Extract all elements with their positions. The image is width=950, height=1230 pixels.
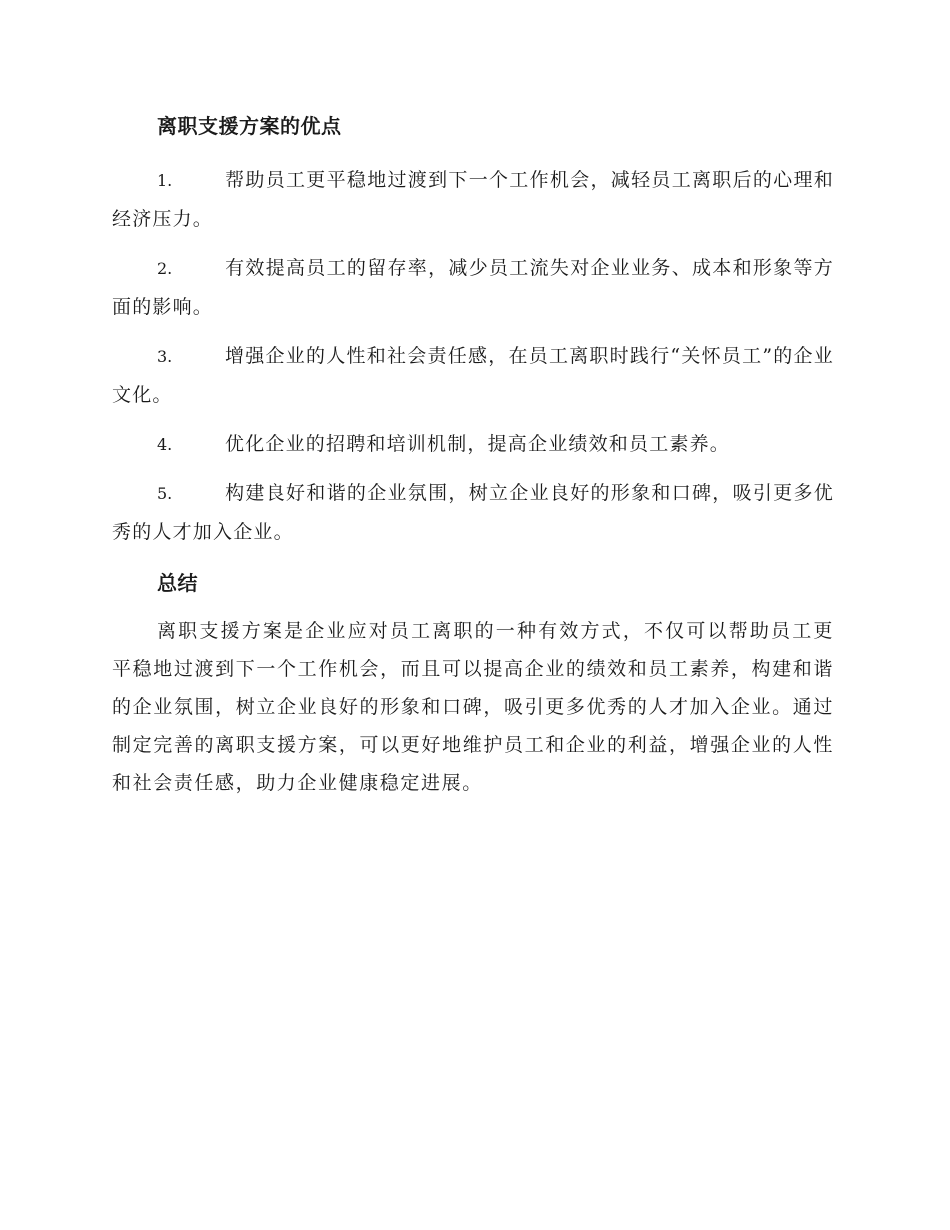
advantages-list <box>112 161 834 552</box>
list-item <box>112 249 834 327</box>
summary-paragraph: 离职支援方案是企业应对员工离职的一种有效方式，不仅可以帮助员工更平稳地过渡到下一个工作机会，而且可以提高企业的绩效和员工素养，构建和谐的企业氛围，树立企业良好的形象和口碑，吸引更多优秀的人才加入企业。通过制定完善的离职支援方案，可以更好地维护员工和企业的利益，增强企业的人性和社会责任感，助力企业健康稳定进展。 <box>112 620 834 794</box>
document-content <box>112 111 834 802</box>
list-item-text: 帮助员工更平稳地过渡到下一个工作机会，减轻员工离职后的心理和经济压力。 <box>112 169 834 230</box>
list-item-text: 构建良好和谐的企业氛围，树立企业良好的形象和口碑，吸引更多优秀的人才加入企业。 <box>112 482 834 543</box>
section-heading-summary: 总结 <box>157 571 198 595</box>
list-item-number: 4. <box>157 435 173 454</box>
list-item-number: 1. <box>157 171 173 190</box>
list-item-text: 优化企业的招聘和培训机制，提高企业绩效和员工素养。 <box>225 433 731 455</box>
list-item-text: 有效提高员工的留存率，减少员工流失对企业业务、成本和形象等方面的影响。 <box>112 257 834 318</box>
list-item <box>112 161 834 239</box>
list-item <box>112 474 834 552</box>
list-item-number: 3. <box>157 347 173 366</box>
list-item <box>112 425 834 464</box>
list-item-text: 增强企业的人性和社会责任感，在员工离职时践行“关怀员工”的企业文化。 <box>112 345 834 406</box>
section-heading-advantages: 离职支援方案的优点 <box>157 114 342 138</box>
list-item-number: 2. <box>157 259 173 278</box>
list-item-number: 5. <box>157 484 173 503</box>
list-item <box>112 337 834 415</box>
